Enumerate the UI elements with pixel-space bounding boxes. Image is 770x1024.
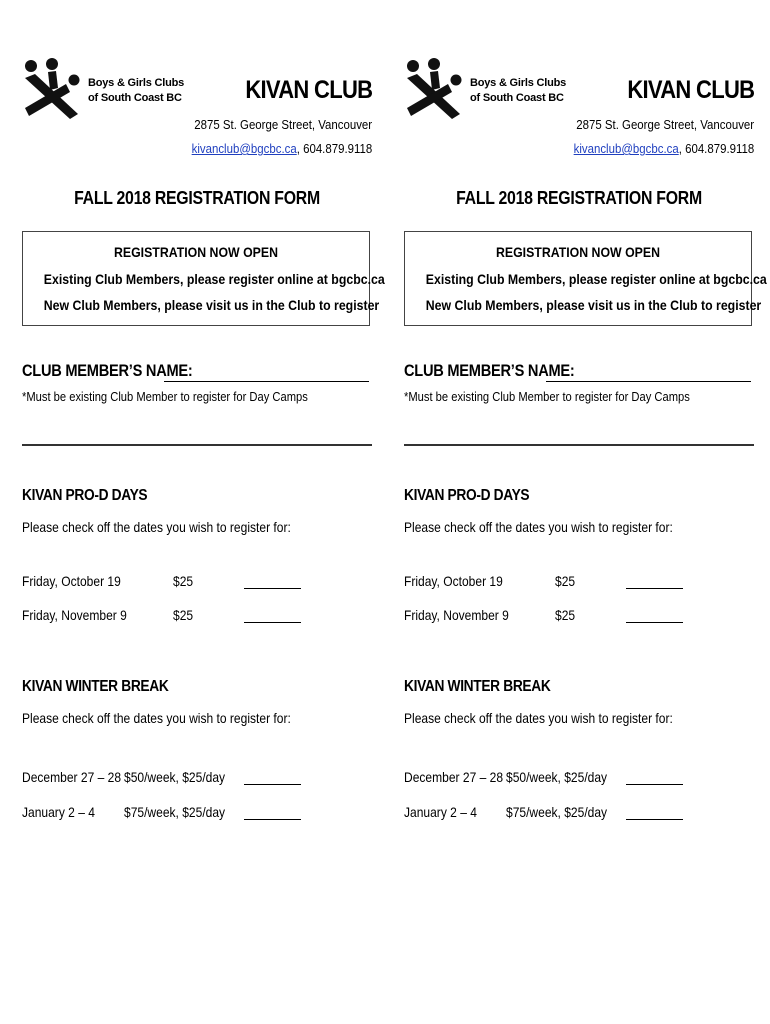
registration-form-left [22, 0, 385, 1024]
checkoff-blank[interactable] [626, 622, 683, 623]
row-date: Friday, November 9 [404, 607, 509, 623]
club-contact [573, 141, 754, 156]
pro-d-row [404, 573, 754, 593]
row-date: December 27 – 28 [404, 769, 504, 785]
checkoff-blank[interactable] [626, 819, 683, 820]
winter-break-title: KIVAN WINTER BREAK [22, 678, 169, 695]
row-price: $50/week, $25/day [124, 769, 226, 785]
registration-form-right [404, 0, 767, 1024]
club-title: KIVAN CLUB [627, 76, 754, 104]
notice-line-3: New Club Members, please visit us in the Club to register [43, 297, 380, 313]
notice-line-2: Existing Club Members, please register online at bgcbc.ca [43, 271, 385, 287]
member-note: *Must be existing Club Member to register for Day Camps [404, 389, 690, 404]
winter-break-title: KIVAN WINTER BREAK [404, 678, 551, 695]
checkoff-blank[interactable] [626, 784, 683, 785]
row-price: $75/week, $25/day [506, 804, 608, 820]
member-note: *Must be existing Club Member to register for Day Camps [22, 389, 308, 404]
member-name-field[interactable] [164, 381, 369, 382]
winter-break-instruction: Please check off the dates you wish to register for: [22, 710, 291, 726]
notice-line-3: New Club Members, please visit us in the Club to register [425, 297, 762, 313]
notice-line-1: REGISTRATION NOW OPEN [113, 244, 279, 260]
club-phone: , 604.879.9118 [296, 141, 372, 156]
row-price: $25 [555, 573, 576, 589]
email-link[interactable]: kivanclub@bgcbc.ca [573, 141, 679, 156]
registration-notice-box [22, 231, 385, 326]
row-date: Friday, October 19 [404, 573, 503, 589]
row-price: $25 [173, 607, 194, 623]
notice-line-2: Existing Club Members, please register online at bgcbc.ca [425, 271, 767, 287]
checkoff-blank[interactable] [244, 784, 301, 785]
row-date: Friday, October 19 [22, 573, 121, 589]
section-divider [22, 444, 372, 446]
winter-break-instruction: Please check off the dates you wish to register for: [404, 710, 673, 726]
checkoff-blank[interactable] [244, 622, 301, 623]
row-date: December 27 – 28 [22, 769, 122, 785]
club-address: 2875 St. George Street, Vancouver [576, 117, 754, 132]
row-date: January 2 – 4 [22, 804, 95, 820]
pro-d-title: KIVAN PRO-D DAYS [22, 487, 148, 504]
member-name-field[interactable] [546, 381, 751, 382]
bgc-logo-icon [404, 58, 464, 120]
registration-notice-box [404, 231, 767, 326]
pro-d-title: KIVAN PRO-D DAYS [404, 487, 530, 504]
notice-line-1: REGISTRATION NOW OPEN [495, 244, 661, 260]
club-phone: , 604.879.9118 [678, 141, 754, 156]
row-price: $25 [173, 573, 194, 589]
member-name-label: CLUB MEMBER’S NAME: [22, 361, 193, 380]
winter-row [22, 804, 372, 824]
org-name: Boys & Girls Clubs of South Coast BC [470, 77, 567, 104]
pro-d-row [404, 607, 754, 627]
bgc-logo-icon [22, 58, 82, 120]
form-title: FALL 2018 REGISTRATION FORM [74, 188, 320, 208]
club-address: 2875 St. George Street, Vancouver [194, 117, 372, 132]
row-price: $25 [555, 607, 576, 623]
pro-d-instruction: Please check off the dates you wish to register for: [404, 519, 673, 535]
row-date: Friday, November 9 [22, 607, 127, 623]
club-title: KIVAN CLUB [245, 76, 372, 104]
member-name-label: CLUB MEMBER’S NAME: [404, 361, 575, 380]
winter-row [404, 804, 754, 824]
pro-d-row [22, 573, 372, 593]
row-date: January 2 – 4 [404, 804, 477, 820]
email-link[interactable]: kivanclub@bgcbc.ca [191, 141, 297, 156]
pro-d-instruction: Please check off the dates you wish to register for: [22, 519, 291, 535]
winter-row [404, 769, 754, 789]
winter-row [22, 769, 372, 789]
section-divider [404, 444, 754, 446]
org-name: Boys & Girls Clubs of South Coast BC [88, 77, 185, 104]
form-title: FALL 2018 REGISTRATION FORM [456, 188, 702, 208]
row-price: $75/week, $25/day [124, 804, 226, 820]
checkoff-blank[interactable] [244, 588, 301, 589]
pro-d-row [22, 607, 372, 627]
checkoff-blank[interactable] [244, 819, 301, 820]
checkoff-blank[interactable] [626, 588, 683, 589]
row-price: $50/week, $25/day [506, 769, 608, 785]
club-contact [191, 141, 372, 156]
